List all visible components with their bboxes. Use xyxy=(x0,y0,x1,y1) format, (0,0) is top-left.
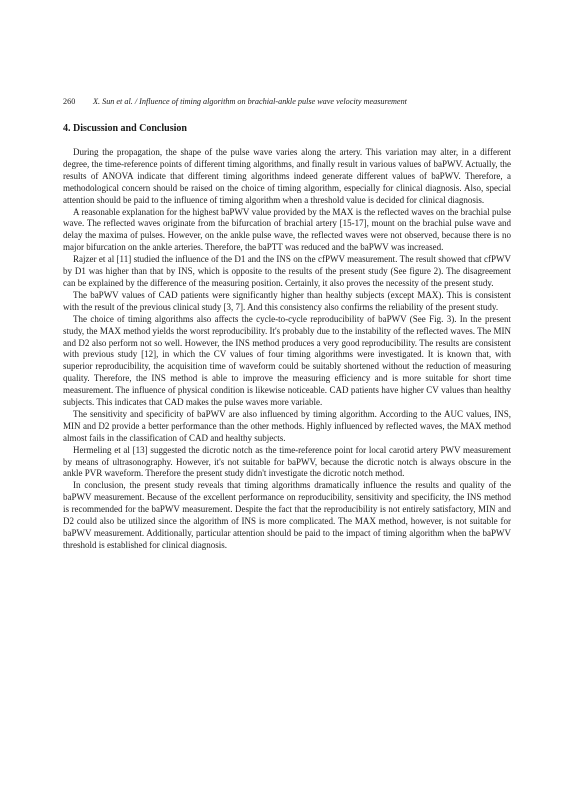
paragraph-conclusion: In conclusion, the present study reveals that timing algorithms dramatically influence the results and quality of the baPWV measurement. Because of the excellent performance on reproducibility, sensitivity and specificity, the INS method is recommended for the baPWV measurement. Despite the fact that the reproducibility is not entirely satisfactory, MIN and D2 could also be utilized since the algorithm of INS is more complicated. The MAX method, however, is not suitable for baPWV measurement. Additionally, particular attention should be paid to the impact of timing algorithm when the baPWV threshold is established for clinical diagnosis. xyxy=(63,480,511,550)
paper-page xyxy=(63,97,511,552)
paragraph-cad-patients: The baPWV values of CAD patients were significantly higher than healthy subjects (except MAX). This is consistent with the result of the previous clinical study [3, 7]. And this consistency also confirms the reliability of the present study. xyxy=(63,289,511,312)
running-header xyxy=(63,97,511,107)
paragraph-dicrotic-notch: Hermeling et al [13] suggested the dicrotic notch as the time-reference point for local carotid artery PWV measurement by means of ultrasonography. However, it's not suitable for baPWV, because the dicrotic notch is always obscure in the ankle PVR waveform. Therefore the present study didn't investigate the dicrotic notch method. xyxy=(63,444,511,479)
paragraph-reproducibility: The choice of timing algorithms also affects the cycle-to-cycle reproducibility of baPWV (See Fig. 3). In the present study, the MAX method yields the worst reproducibility. It's probably due to the instability of the reflected waves. The MIN and D2 also perform not so well. However, the INS method produces a very good reproducibility. The results are consistent with previous study [12], in which the CV values of four timing algorithms were investigated. It is known that, with superior reproducibility, the acquisition time of waveform could be suitably shortened without the reduction of measuring quality. Therefore, the INS method is able to improve the measuring efficiency and is more suitable for short time measurement. The influence of physical condition is likewise noticeable. CAD patients have higher CV values than healthy subjects. This indicates that CAD makes the pulse waves more variable. xyxy=(63,313,511,408)
section-heading: 4. Discussion and Conclusion xyxy=(63,123,187,134)
section-body xyxy=(63,147,511,552)
paragraph-timing-variation: During the propagation, the shape of the pulse wave varies along the artery. This variation may alter, in a different degree, the time-reference points of different timing algorithms, and finally result in various values of baPWV. Actually, the results of ANOVA indicate that different timing algorithms indeed generate different values of baPWV. Therefore, a methodological concern should be raised on the choice of timing algorithm, especially for clinical diagnosis. Also, special attention should be paid to the influence of timing algorithm when a threshold value is decided for clinical diagnosis. xyxy=(63,147,511,205)
page-number: 260 xyxy=(63,97,76,106)
running-title: X. Sun et al. / Influence of timing algorithm on brachial-ankle pulse wave velocity measurement xyxy=(93,97,407,106)
paragraph-rajzer-study: Rajzer et al [11] studied the influence of the D1 and the INS on the cfPWV measurement. The result showed that cfPWV by D1 was higher than that by INS, which is opposite to the results of the present study (See figure 2). The disagreement can be explained by the difference of the measuring position. Certainly, it also proves the necessity of the present study. xyxy=(63,254,511,288)
paragraph-sensitivity: The sensitivity and specificity of baPWV are also influenced by timing algorithm. According to the AUC values, INS, MIN and D2 provide a better performance than the other methods. Highly influenced by reflected waves, the MAX method almost fails in the classification of CAD and healthy subjects. xyxy=(63,408,511,443)
paragraph-reflected-waves: A reasonable explanation for the highest baPWV value provided by the MAX is the reflected waves on the brachial pulse wave. The reflected waves originate from the bifurcation of brachial artery [15-17], mount on the brachial pulse wave and delay the maxima of pulses. However, on the ankle pulse wave, the reflected waves were not observed, because there is no major bifurcation on the ankle arteries. Therefore, the baPTT was reduced and the baPWV was increased. xyxy=(63,206,511,253)
